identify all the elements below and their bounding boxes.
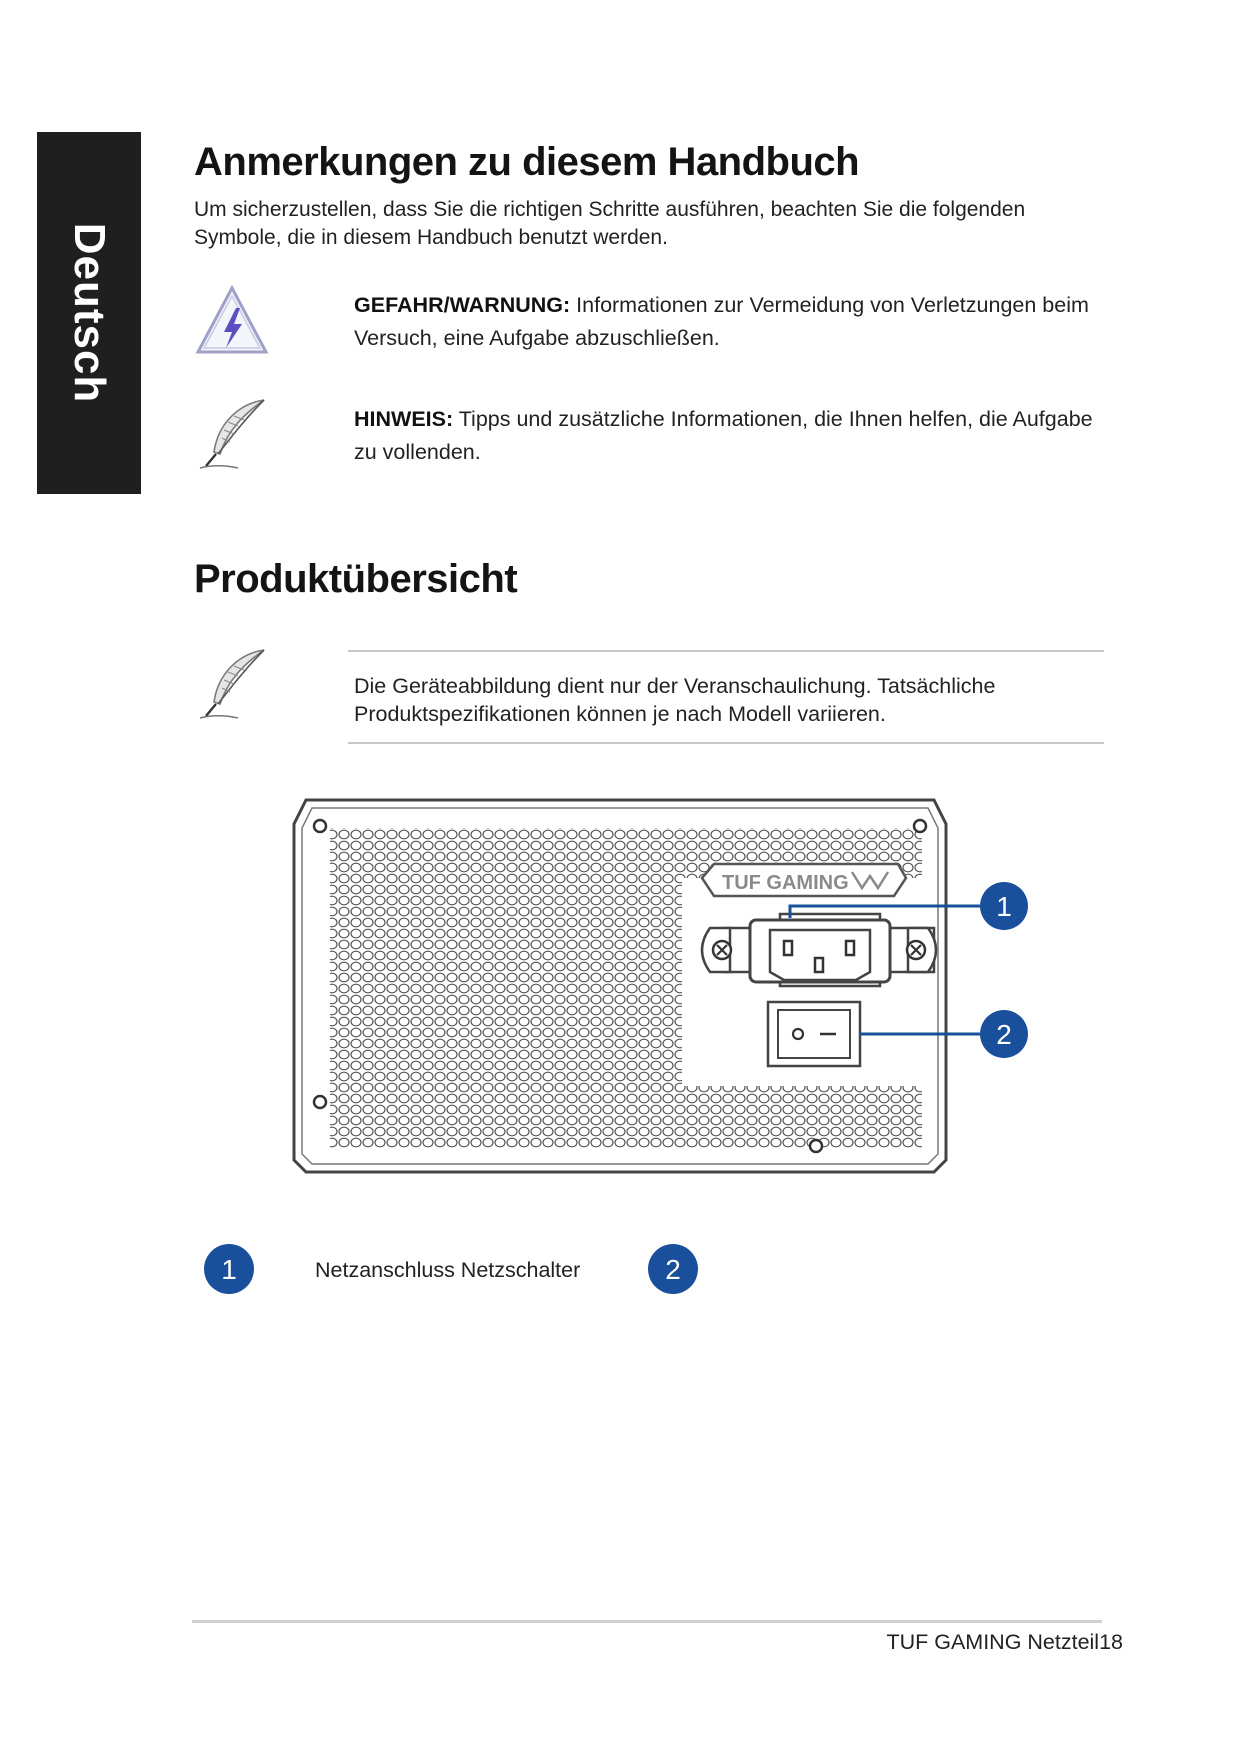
intro-paragraph: Um sicherzustellen, dass Sie die richtigen Schritte ausführen, beachten Sie die folgenden Symbole, die in diesem Handbuch benutzt werden.	[194, 198, 1026, 249]
screw-icon	[810, 1140, 822, 1152]
page-footer: TUF GAMING Netzteil18	[886, 1630, 1123, 1654]
footer-rule	[192, 1620, 1102, 1623]
legend-badge-1	[202, 1242, 256, 1301]
disclaimer-rule-top	[348, 650, 1104, 652]
legend-number-1: 1	[221, 1254, 237, 1285]
disclaimer-rule-bottom	[348, 742, 1104, 744]
hint-label: HINWEIS:	[354, 407, 454, 431]
section-heading-notes: Anmerkungen zu diesem Handbuch	[194, 140, 860, 184]
language-tab-label: Deutsch	[65, 222, 114, 404]
psu-illustration	[290, 796, 1050, 1181]
hint-note	[354, 403, 1094, 469]
screw-icon	[314, 820, 326, 832]
screw-icon	[314, 1096, 326, 1108]
warning-text: Informationen zur Vermeidung von Verletzungen beim Versuch, eine Aufgabe abzuschließen.	[354, 293, 1089, 350]
legend-text: Netzanschluss Netzschalter	[315, 1258, 581, 1282]
section-heading-overview: Produktübersicht	[194, 557, 518, 601]
language-tab	[37, 132, 141, 494]
legend-number-2: 2	[665, 1254, 681, 1285]
legend-badge-2	[646, 1242, 700, 1301]
warning-note	[354, 289, 1094, 355]
warning-triangle-icon	[194, 282, 270, 363]
hint-text: Tipps und zusätzliche Informationen, die Ihnen helfen, die Aufgabe zu vollenden.	[354, 407, 1093, 464]
callout-number-2: 2	[996, 1019, 1012, 1050]
callout-number-1: 1	[996, 891, 1012, 922]
feather-quill-icon	[194, 396, 274, 481]
tuf-gaming-logo: TUF GAMING	[722, 872, 849, 894]
feather-quill-icon	[194, 646, 274, 731]
disclaimer-text: Die Geräteabbildung dient nur der Veranschaulichung. Tatsächliche Produktspezifikationen können je nach Modell variieren.	[354, 674, 996, 726]
warning-label: GEFAHR/WARNUNG:	[354, 293, 571, 317]
screw-icon	[914, 820, 926, 832]
